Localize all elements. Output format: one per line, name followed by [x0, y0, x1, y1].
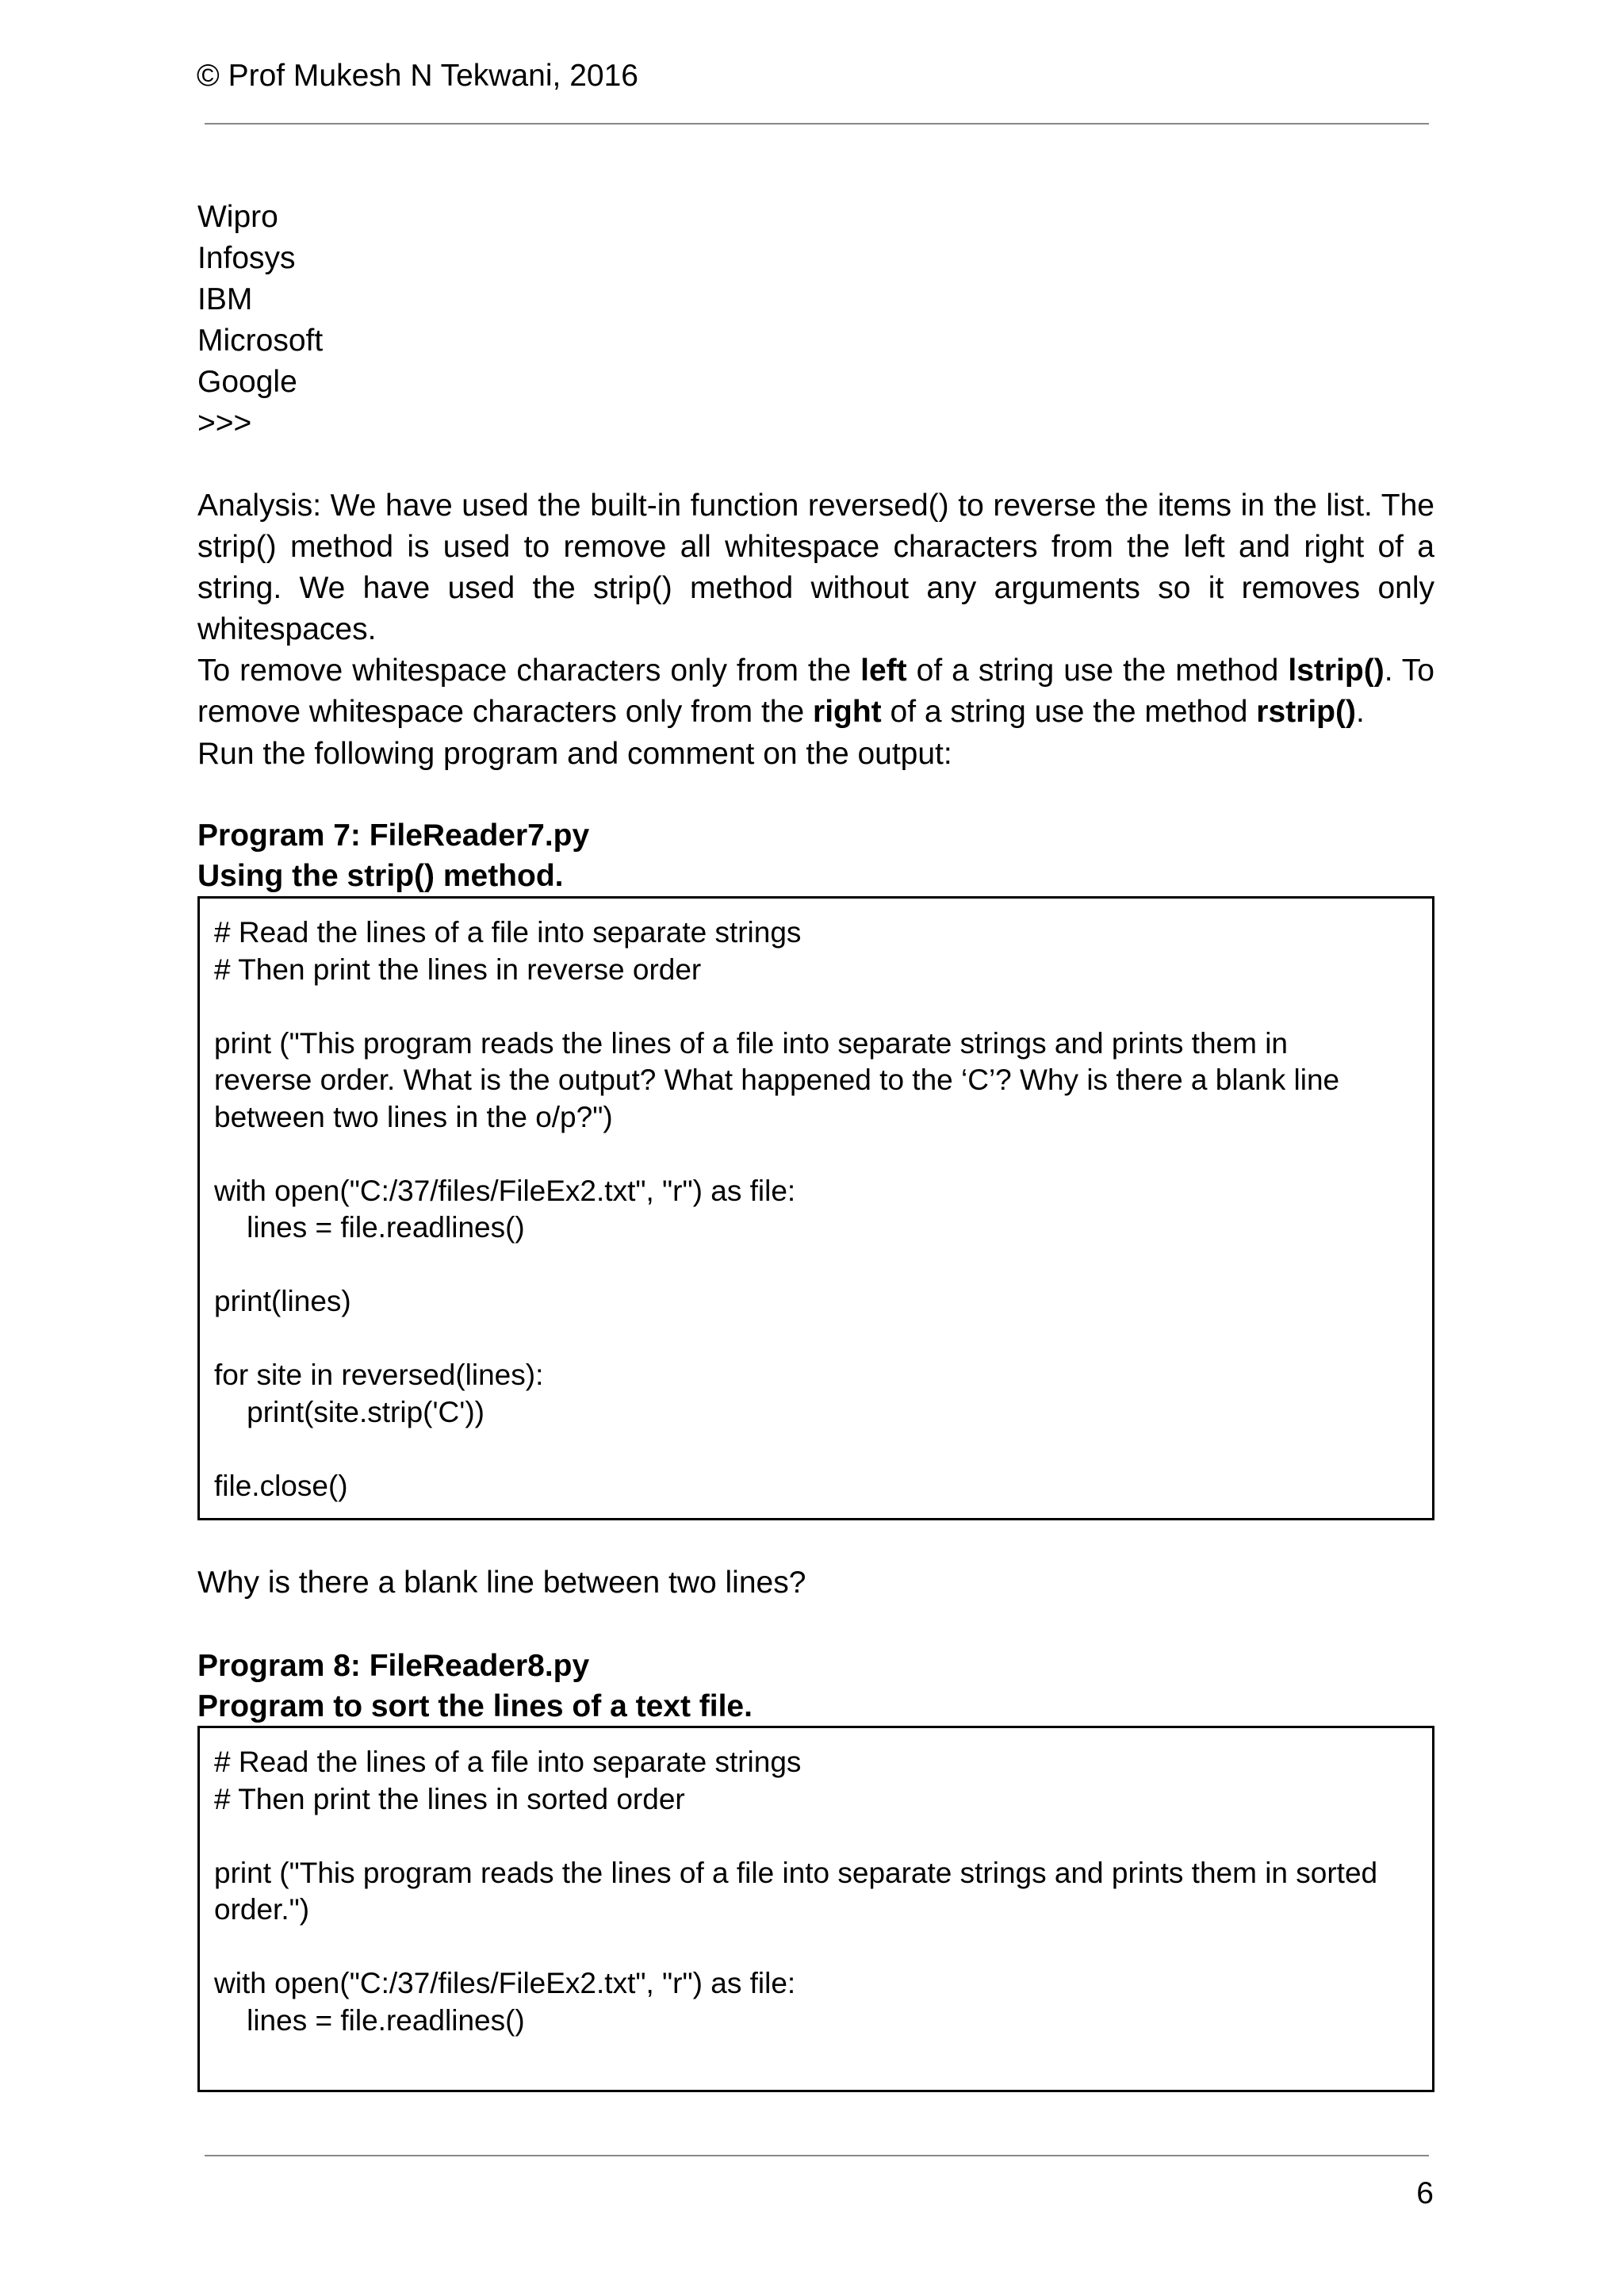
output-list [197, 197, 1434, 444]
bold-left: left [860, 654, 907, 688]
code-line [214, 2039, 1418, 2076]
program8-subtitle: Program to sort the lines of a text file. [197, 1689, 753, 1723]
text-span: of a string use the method [881, 695, 1257, 729]
header-copyright: © Prof Mukesh N Tekwani, 2016 [197, 59, 638, 93]
code-line [214, 1431, 1418, 1468]
text-span: To remove whitespace characters only from the [197, 654, 861, 688]
bold-right: right [813, 695, 882, 729]
code-line [214, 1136, 1418, 1173]
header-rule [205, 123, 1429, 125]
program7-subtitle: Using the strip() method. [197, 859, 564, 893]
program7-title: Program 7: FileReader7.py [197, 818, 590, 853]
code-line: print(lines) [214, 1285, 351, 1317]
text-span: of a string use the method [906, 654, 1289, 688]
page-number: 6 [1416, 2176, 1434, 2210]
code-line [214, 1818, 1418, 1855]
output-line: Infosys [197, 241, 296, 275]
program7-heading [197, 815, 1434, 896]
code-line: lines = file.readlines() [214, 2003, 525, 2037]
footer-rule [205, 2155, 1429, 2156]
code-line [214, 988, 1418, 1025]
code-line: order.") [214, 1893, 310, 1926]
code-line: # Read the lines of a file into separate strings [214, 916, 802, 949]
analysis-paragraph-1: Analysis: We have used the built-in function reversed() to reverse the items in the list. The strip() method is used to remove all whitespace characters from the left and right of a string. We have used the strip() method without any arguments so it removes only whitespaces. [197, 489, 1434, 646]
code-line: # Read the lines of a file into separate strings [214, 1746, 802, 1778]
code-line: # Then print the lines in reverse order [214, 953, 702, 986]
code-line: with open("C:/37/files/FileEx2.txt", "r") as file: [214, 1967, 796, 1999]
bold-lstrip: lstrip() [1288, 654, 1385, 688]
output-line: Wipro [197, 200, 278, 234]
run-instruction: Run the following program and comment on the output: [197, 737, 952, 771]
code-line: reverse order. What is the output? What happened to the ‘C’? Why is there a blank line [214, 1064, 1340, 1096]
program8-heading [197, 1646, 1434, 1727]
code-line: lines = file.readlines() [214, 1211, 525, 1244]
code-line: for site in reversed(lines): [214, 1359, 544, 1391]
code-line: file.close() [214, 1469, 348, 1502]
text-span: . To remove whitespace characters only from the [197, 654, 1435, 729]
code-line: print(site.strip('C')) [214, 1395, 485, 1428]
output-line: IBM [197, 282, 253, 316]
code-line: print ("This program reads the lines of a file into separate strings and prints them in [214, 1026, 1289, 1060]
output-line: Google [197, 365, 297, 399]
program8-title: Program 8: FileReader8.py [197, 1649, 590, 1683]
code-line: # Then print the lines in sorted order [214, 1782, 685, 1815]
program7-code-box [197, 896, 1434, 1520]
code-line [214, 1247, 1418, 1284]
code-line [214, 1929, 1418, 1966]
program8-code-box [197, 1726, 1434, 2092]
code-line [214, 1320, 1418, 1358]
output-line: Microsoft [197, 324, 324, 358]
blank-line-question: Why is there a blank line between two lines? [197, 1566, 806, 1600]
bold-rstrip: rstrip() [1256, 695, 1356, 729]
code-line: between two lines in the o/p?") [214, 1100, 613, 1133]
analysis-paragraph-2 [197, 650, 1434, 733]
code-line: print ("This program reads the lines of a file into separate strings and prints them in sorted [214, 1856, 1378, 1889]
text-span: . [1355, 695, 1365, 729]
output-line: >>> [197, 406, 252, 440]
analysis-section [197, 485, 1434, 733]
code-line: with open("C:/37/files/FileEx2.txt", "r") as file: [214, 1174, 796, 1207]
